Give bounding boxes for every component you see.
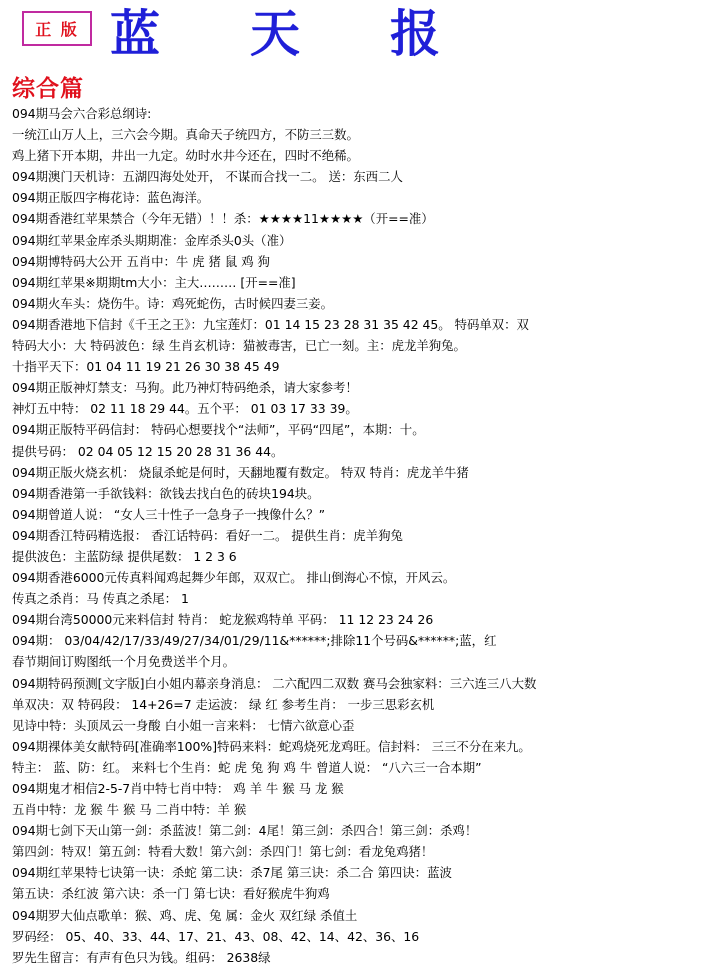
text-line: 094期香港6000元传真料闻鸡起舞少年郎，双双亡。 排山倒海心不惊，开风云。 bbox=[12, 570, 456, 586]
masthead-title bbox=[110, 4, 440, 64]
text-line: 094期香港红苹果禁合（今年无错）！！杀：★★★★11★★★★（开==准） bbox=[12, 211, 434, 227]
text-line: 094期： 03/04/42/17/33/49/27/34/01/29/11&******;排除11个号码&******;蓝，红 bbox=[12, 633, 497, 649]
text-line: 一统江山万人上，三六会今期。真命天子统四方，不防三三数。 bbox=[12, 127, 359, 143]
text-line: 传真之杀肖：马 传真之杀尾： 1 bbox=[12, 591, 189, 607]
edition-badge bbox=[22, 11, 92, 46]
title-char-1: 蓝 bbox=[110, 4, 160, 63]
text-line: 罗先生留言：有声有色只为钱。组码： 2638绿 bbox=[12, 949, 271, 965]
text-body bbox=[12, 103, 712, 968]
text-line: 094期香江特码精选报： 香江话特码：看好一二。 提供生肖：虎羊狗兔 bbox=[12, 527, 403, 543]
text-line: 鸡上猪下开本期，井出一九定。幼时水井今还在，四时不绝稀。 bbox=[12, 148, 359, 164]
text-line: 第四剑：特双！第五剑：特看大数！第六剑：杀四门！第七剑：看龙兔鸡猪！ bbox=[12, 844, 434, 860]
text-line: 094期正版四字梅花诗：蓝色海洋。 bbox=[12, 190, 210, 206]
text-line: 094期正版神灯禁支：马狗。此乃神灯特码绝杀，请大家参考！ bbox=[12, 380, 358, 396]
title-char-2: 天 bbox=[250, 4, 300, 63]
text-line: 提供号码： 02 04 05 12 15 20 28 31 36 44。 bbox=[12, 443, 284, 459]
text-line: 单双决：双 特码段： 14+26=7 走运波： 绿 红 参考生肖： 一步三思彩玄机 bbox=[12, 696, 435, 712]
text-line: 094期澳门天机诗：五湖四海处处开， 不谋而合找一二。 送：东西二人 bbox=[12, 169, 403, 185]
text-line: 094期香港地下信封《千王之王》：九宝莲灯：01 14 15 23 28 31 35 42 45。 特码单双：双 bbox=[12, 316, 529, 332]
text-line: 春节期间订购图纸一个月免费送半个月。 bbox=[12, 654, 236, 670]
text-line: 094期裸体美女献特码[准确率100%]特码来料：蛇鸡烧死龙鸡旺。信封料： 三三不分在来九。 bbox=[12, 738, 531, 754]
text-line: 特码大小：大 特码波色：绿 生肖玄机诗：猫被毒害，已亡一刻。主：虎龙羊狗兔。 bbox=[12, 338, 466, 354]
text-line: 094期正版特平码信封： 特码心想要找个“法师”，平码“四尾”，本期：十。 bbox=[12, 422, 425, 438]
text-line: 五肖中特：龙 猴 牛 猴 马 二肖中特：羊 猴 bbox=[12, 802, 247, 818]
text-line: 十指平天下：01 04 11 19 21 26 30 38 45 49 bbox=[12, 359, 280, 375]
text-line: 094期红苹果特七诀第一诀：杀蛇 第二诀：杀7尾 第三诀：杀二合 第四诀：蓝波 bbox=[12, 865, 452, 881]
section-heading: 综合篇 bbox=[12, 75, 84, 102]
text-line: 094期鬼才相信2-5-7肖中特七肖中特： 鸡 羊 牛 猴 马 龙 猴 bbox=[12, 781, 344, 796]
text-line: 094期曾道人说： “女人三十性子一急身子一拽像什么？” bbox=[12, 506, 326, 522]
text-line: 提供波色：主蓝防绿 提供尾数： 1 2 3 6 bbox=[12, 548, 237, 564]
text-line: 094期七剑下天山第一剑：杀蓝波！第二剑：4尾！第三剑：杀四合！第三剑：杀鸡！ bbox=[12, 823, 478, 839]
edition-badge-text: 正 版 bbox=[35, 20, 79, 39]
text-line: 第五诀：杀红波 第六诀：杀一门 第七诀：看好猴虎牛狗鸡 bbox=[12, 886, 330, 902]
text-line: 特主： 蓝、防：红。 来料七个生肖：蛇 虎 兔 狗 鸡 牛 曾道人说： “八六三一合本期” bbox=[12, 759, 482, 775]
text-line: 094期博特码大公开 五肖中：牛 虎 猪 鼠 鸡 狗 bbox=[12, 253, 270, 269]
text-line: 094期特码预测[文字版]白小姐内幕亲身消息： 二六配四二双数 赛马会独家料：三六连三八大数 bbox=[12, 675, 537, 691]
text-line: 094期正版火烧玄机： 烧鼠杀蛇是何时，天翻地覆有数定。 特双 特肖：虎龙羊牛猪 bbox=[12, 464, 469, 480]
text-line: 094期台湾50000元来料信封 特肖： 蛇龙猴鸡特单 平码： 11 12 23 24 26 bbox=[12, 612, 434, 628]
title-char-3: 报 bbox=[390, 4, 440, 63]
text-line: 罗码经： 05、40、33、44、17、21、43、08、42、14、42、36、16 bbox=[12, 928, 420, 944]
text-line: 094期罗大仙点歌单：猴、鸡、虎、兔 属：金火 双红绿 杀值土 bbox=[12, 907, 358, 923]
text-line: 见诗中特：头顶凤云一身酸 白小姐一言来料： 七情六欲意心歪 bbox=[12, 717, 355, 733]
text-line: 094期红苹果※期期tm大小：主大……… [开==准] bbox=[12, 274, 296, 290]
text-line: 神灯五中特： 02 11 18 29 44。五个平： 01 03 17 33 39。 bbox=[12, 401, 358, 417]
text-line: 094期红苹果金库杀头期期准：金库杀头0头（准） bbox=[12, 232, 292, 248]
text-line: 094期火车头：烧伤牛。诗：鸡死蛇伤，古时候四妻三妾。 bbox=[12, 295, 334, 311]
text-line: 094期香港第一手欲钱料：欲钱去找白色的砖块194块。 bbox=[12, 485, 320, 501]
text-line: 094期马会六合彩总纲诗: bbox=[12, 106, 152, 121]
